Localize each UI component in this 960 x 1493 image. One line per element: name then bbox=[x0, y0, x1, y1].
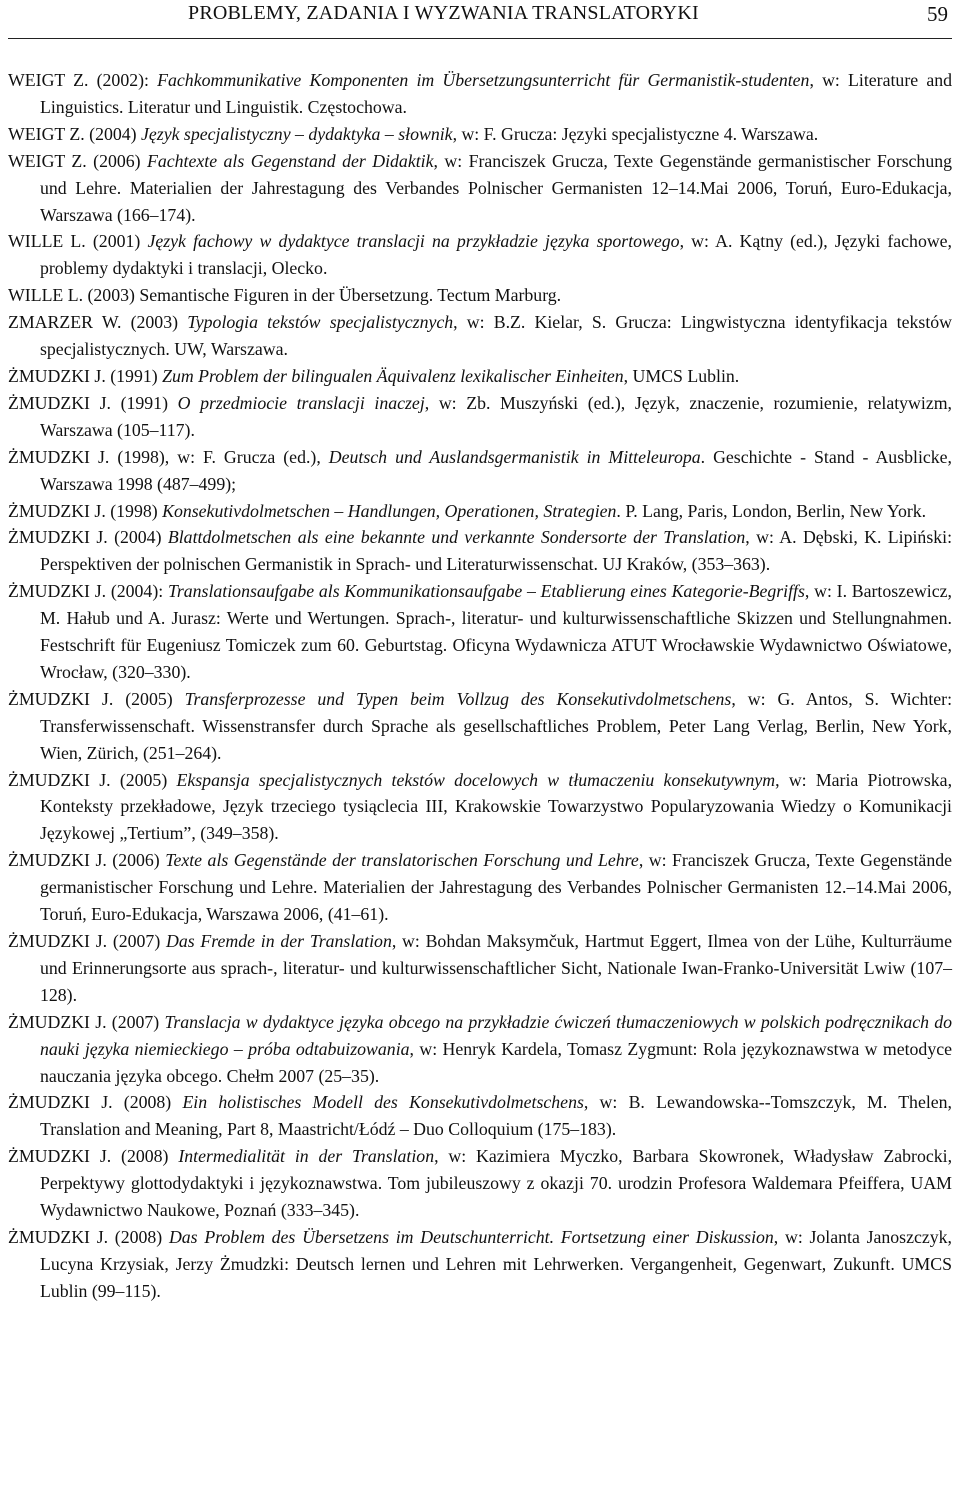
bibliography-entry bbox=[8, 686, 952, 767]
bibliography-entry bbox=[8, 282, 952, 309]
entry-author: ŻMUDZKI J. bbox=[8, 500, 106, 521]
entry-title: O przedmiocie translacji inaczej bbox=[177, 392, 425, 413]
entry-year-and-prefix: (2008) bbox=[112, 1092, 183, 1113]
entry-title: Zum Problem der bilingualen Äquivalenz lexikalischer Einheiten bbox=[162, 365, 624, 386]
entry-year-and-prefix: (2002): bbox=[88, 70, 158, 90]
bibliography-entry bbox=[8, 309, 952, 363]
entry-publication-details: , UMCS Lublin. bbox=[623, 365, 740, 386]
entry-year-and-prefix: (2004) bbox=[107, 527, 168, 548]
entry-author: ŻMUDZKI J. bbox=[8, 365, 106, 386]
entry-author: WEIGT Z. bbox=[8, 150, 87, 171]
entry-title: Język specjalistyczny – dydaktyka – słownik bbox=[141, 123, 453, 144]
entry-author: WILLE L. bbox=[8, 285, 84, 306]
entry-publication-details: , w: Kazimiera Myczko, Barbara Skowronek, Władysław Zabrocki, Perpektywy glottodydaktyki i językoznawstwa. Tom jubileuszowy z okazji 70. urodzin Profesora Waldemara Pfeiffera, UAM Wydawnictwo Naukowe, Poznań (333–345). bbox=[40, 1146, 953, 1221]
running-header bbox=[8, 0, 952, 39]
bibliography-entry bbox=[8, 928, 952, 1009]
entry-title: Translationsaufgabe als Kommunikationsaufgabe – Etablierung eines Kategorie-Begriffs bbox=[167, 581, 805, 602]
entry-publication-details: , w: Franciszek Grucza, Texte Gegenstände germanistischer Forschung und Lehre. Materialien der Jahrestagung des Verbandes Polnischer Germanisten 12–14.Mai 2006, Toruń, Euro-Edukacja, Warszawa (166–174). bbox=[40, 150, 952, 225]
entry-year-and-prefix: (2003) bbox=[121, 312, 188, 333]
entry-title: Das Problem des Übersetzens im Deutschunterricht. Fortsetzung einer Diskussion bbox=[168, 1226, 774, 1247]
entry-title: Deutsch und Auslandsgermanistik in Mitteleuropa bbox=[328, 446, 701, 467]
entry-year-and-prefix: (1991) bbox=[105, 365, 163, 386]
entry-year-and-prefix: (1998) bbox=[105, 500, 163, 521]
entry-publication-details: , w: Maria Piotrowska, Konteksty przekładowe, Język trzeciego tysiąclecia III, Krakowskie Towarzystwo Popularyzowania Wiedzy o Komunikacji Językowej „Tertium”, (349–358). bbox=[40, 769, 953, 844]
entry-author: WEIGT Z. bbox=[8, 123, 85, 144]
entry-title: Intermedialität in der Translation bbox=[178, 1146, 435, 1167]
entry-year-and-prefix: (2008) bbox=[108, 1226, 169, 1247]
bibliography-entry bbox=[8, 1224, 952, 1305]
entry-publication-details: , w: B.Z. Kielar, S. Grucza: Lingwistyczna identyfikacja tekstów specjalistycznych. UW, Warszawa. bbox=[40, 312, 953, 360]
entry-title: Ekspansja specjalistycznych tekstów docelowych w tłumaczeniu konsekutywnym bbox=[176, 769, 776, 790]
entry-author: WEIGT Z. bbox=[8, 70, 89, 90]
entry-year-and-prefix: (2008) bbox=[111, 1146, 179, 1167]
entry-year-and-prefix: (1991) bbox=[110, 392, 178, 413]
running-header-title: PROBLEMY, ZADANIA I WYZWANIA TRANSLATORYKI bbox=[188, 2, 699, 24]
entry-title: Das Fremde in der Translation bbox=[166, 931, 392, 951]
entry-author: ŻMUDZKI J. bbox=[8, 392, 111, 413]
entry-year-and-prefix: (2004) bbox=[84, 123, 141, 144]
entry-author: ŻMUDZKI J. bbox=[8, 931, 108, 951]
entry-publication-details: , w: Literature and Linguistics. Literatur und Linguistik. Częstochowa. bbox=[40, 70, 952, 117]
entry-year-and-prefix: (2004): bbox=[106, 581, 168, 602]
page-number: 59 bbox=[927, 2, 948, 26]
bibliography-entry bbox=[8, 67, 952, 121]
bibliography-entry bbox=[8, 1143, 952, 1224]
bibliography-entry bbox=[8, 498, 952, 525]
entry-publication-details: , w: A. Kątny (ed.), Języki fachowe, problemy dydaktyki i translacji, Olecko. bbox=[40, 231, 953, 279]
entry-publication-details: . P. Lang, Paris, London, Berlin, New York. bbox=[616, 500, 927, 521]
entry-author: ŻMUDZKI J. bbox=[8, 527, 108, 548]
entry-year-and-prefix: (2007) bbox=[107, 931, 166, 951]
entry-publication-details: , w: G. Antos, S. Wichter: Transferwissenschaft. Wissenstransfer durch Sprache als gesellschaftliches Problem, Peter Lang Verlag, Berlin, New York, Wien, Zürich, (251–264). bbox=[40, 688, 953, 763]
entry-year-and-prefix: (2005) bbox=[110, 769, 177, 790]
entry-author: ŻMUDZKI J. bbox=[8, 850, 107, 871]
entry-year-and-prefix: (2001) bbox=[85, 231, 148, 252]
bibliography-entry bbox=[8, 444, 952, 498]
entry-title: Transferprozesse und Typen beim Vollzug des Konsekutivdolmetschens bbox=[184, 688, 732, 709]
entry-year-and-prefix: (2007) bbox=[106, 1011, 165, 1032]
entry-author: ŻMUDZKI J. bbox=[8, 1011, 107, 1032]
entry-title: Konsekutivdolmetschen – Handlungen, Operationen, Strategien bbox=[162, 500, 617, 521]
entry-title: Fachtexte als Gegenstand der Didaktik bbox=[147, 150, 434, 171]
entry-publication-details: , w: Jolanta Janoszczyk, Lucyna Krzysiak, Jerzy Żmudzki: Deutsch lernen und Lehren mit Lehrwerken. Vergangenheit, Gegenwart, Zukunft. UMCS Lublin (99–115). bbox=[40, 1226, 952, 1301]
bibliography-entry bbox=[8, 578, 952, 686]
entry-publication-details: , w: F. Grucza: Języki specjalistyczne 4. Warszawa. bbox=[452, 123, 819, 144]
entry-author: ZMARZER W. bbox=[8, 312, 122, 333]
entry-title: Blattdolmetschen als eine bekannte und verkannte Sondersorte der Translation bbox=[167, 527, 746, 548]
bibliography-entry bbox=[8, 524, 952, 578]
bibliography-entry bbox=[8, 363, 952, 390]
entry-author: ŻMUDZKI J. bbox=[8, 1146, 112, 1167]
entry-author: ŻMUDZKI J. bbox=[8, 1226, 109, 1247]
bibliography-entry bbox=[8, 228, 952, 282]
entry-publication-details: , w: Henryk Kardela, Tomasz Zygmunt: Rola językoznawstwa w metodyce nauczania języka obcego. Chełm 2007 (25–35). bbox=[40, 1038, 952, 1086]
entry-publication-details: . Geschichte - Stand - Ausblicke, Warszawa 1998 (487–499); bbox=[40, 446, 953, 494]
entry-title: Fachkommunikative Komponenten im Übersetzungsunterricht für Germanistik-studenten bbox=[157, 70, 810, 90]
entry-publication-details: , w: I. Bartoszewicz, M. Hałub und A. Jurasz: Werte und Wertungen. Sprach-, literatur- und kulturwissenschaftliche Skizzen und Stellungnahmen. Festschrift für Eugeniusz Tomiczek zum 60. Geburtstag. Oficyna Wydawnicza ATUT Wrocławskie Wydawnictwo Oświatowe, Wrocław, (320–330). bbox=[40, 581, 952, 682]
entry-publication-details: , w: Bohdan Maksymčuk, Hartmut Eggert, Ilmea von der Lühe, Kulturräume und Erinnerungsorte aus sprach-, literatur- und kulturwissenschaftlicher Sicht, Nationale Iwan-Franko-Universität Lwiw (107–128). bbox=[40, 931, 952, 1005]
bibliography-entry bbox=[8, 1089, 952, 1143]
entry-author: ŻMUDZKI J. bbox=[8, 1092, 113, 1113]
bibliography-entry bbox=[8, 847, 952, 928]
entry-title: Typologia tekstów specjalistycznych bbox=[187, 312, 454, 333]
entry-author: ŻMUDZKI J. bbox=[8, 446, 110, 467]
bibliography-entry bbox=[8, 148, 952, 229]
entry-title: Ein holistisches Modell des Konsekutivdolmetschens bbox=[182, 1092, 584, 1113]
entry-year-and-prefix: (2003) Semantische Figuren in der Übersetzung. Tectum Marburg. bbox=[83, 285, 562, 306]
bibliography-list bbox=[8, 67, 952, 1305]
entry-author: ŻMUDZKI J. bbox=[8, 769, 111, 790]
entry-author: ŻMUDZKI J. bbox=[8, 581, 107, 602]
bibliography-entry bbox=[8, 390, 952, 444]
entry-title: Texte als Gegenstände der translatorischen Forschung und Lehre bbox=[165, 850, 639, 871]
entry-author: ŻMUDZKI J. bbox=[8, 688, 114, 709]
entry-title: Język fachowy w dydaktyce translacji na przykładzie języka sportowego bbox=[147, 231, 680, 252]
bibliography-entry bbox=[8, 767, 952, 848]
entry-title: Translacja w dydaktyce języka obcego na przykładzie ćwiczeń tłumaczeniowych w polskich podręcznikach do nauki języka niemieckiego – próba odtabuizowania bbox=[40, 1011, 953, 1059]
entry-publication-details: , w: A. Dębski, K. Lipiński: Perspektiven der polnischen Germanistik in Sprach- und Literaturwissenschat. UJ Kraków, (353–363). bbox=[40, 527, 953, 575]
bibliography-entry bbox=[8, 1009, 952, 1090]
entry-publication-details: , w: Franciszek Grucza, Texte Gegenstände germanistischer Forschung und Lehre. Materialien der Jahrestagung des Verbandes Polnischer Germanisten 12.–14.Mai 2006, Toruń, Euro-Edukacja, Warszawa 2006, (41–61). bbox=[40, 850, 952, 925]
entry-year-and-prefix: (2006) bbox=[106, 850, 166, 871]
entry-publication-details: , w: Zb. Muszyński (ed.), Język, znaczenie, rozumienie, relatywizm, Warszawa (105–117). bbox=[40, 392, 952, 440]
entry-publication-details: , w: B. Lewandowska--Tomszczyk, M. Thelen, Translation and Meaning, Part 8, Maastricht/Łódź – Duo Colloquium (175–183). bbox=[40, 1092, 953, 1140]
entry-year-and-prefix: (2006) bbox=[86, 150, 147, 171]
bibliography-entry bbox=[8, 121, 952, 148]
entry-author: WILLE L. bbox=[8, 231, 86, 252]
entry-year-and-prefix: (2005) bbox=[113, 688, 185, 709]
entry-year-and-prefix: (1998), w: F. Grucza (ed.), bbox=[109, 446, 329, 467]
